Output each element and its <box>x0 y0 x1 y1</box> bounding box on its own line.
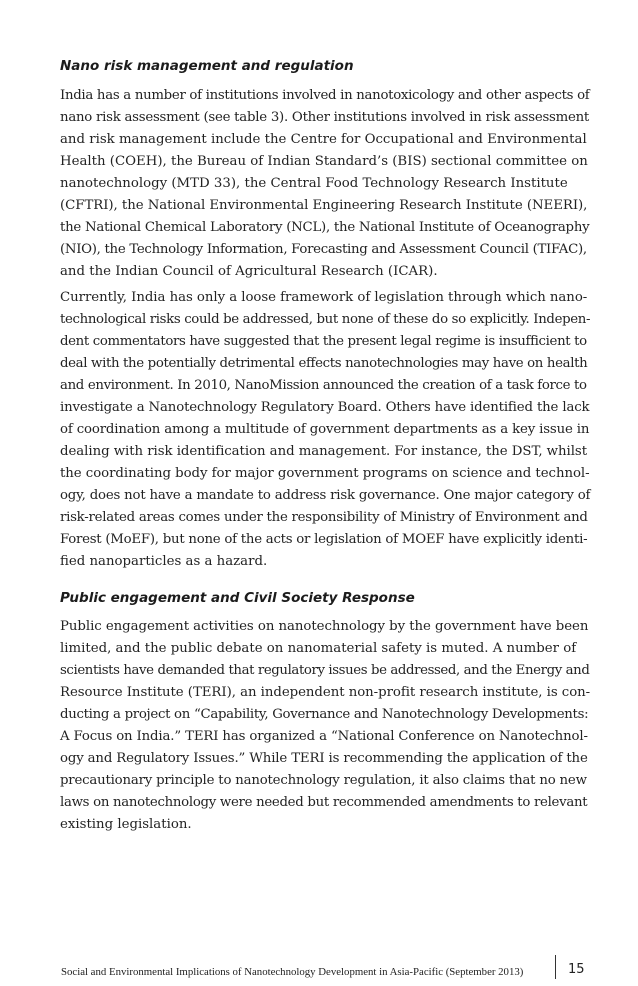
section-heading: Public engagement and Civil Society Response <box>60 590 415 606</box>
text-line: (CFTRI), the National Environmental Engineering Research Institute (NEERI), <box>60 198 588 213</box>
text-line: limited, and the public debate on nanomaterial safety is muted. A number of <box>60 641 577 656</box>
text-line: scientists have demanded that regulatory issues be addressed, and the Energy and <box>60 663 590 678</box>
text-line: Resource Institute (TERI), an independent non-profit research institute, is con- <box>60 685 591 700</box>
text-line: A Focus on India.” TERI has organized a “National Conference on Nanotechnol- <box>60 729 588 744</box>
text-line: (NIO), the Technology Information, Forecasting and Assessment Council (TIFAC), <box>60 242 587 257</box>
text-line: and risk management include the Centre for Occupational and Environmental <box>60 132 587 147</box>
text-line: India has a number of institutions involved in nanotoxicology and other aspects of <box>60 88 590 103</box>
text-line: precautionary principle to nanotechnology regulation, it also claims that no new <box>60 773 587 788</box>
text-line: ducting a project on “Capability, Governance and Nanotechnology Developments: <box>60 707 589 722</box>
text-line: dealing with risk identification and management. For instance, the DST, whilst <box>60 444 588 459</box>
page-number: 15 <box>568 962 585 977</box>
text-line: dent commentators have suggested that the present legal regime is insufficient to <box>60 334 587 349</box>
section-heading: Nano risk management and regulation <box>60 58 354 74</box>
paragraph <box>60 85 590 283</box>
text-line: the coordinating body for major government programs on science and technol- <box>60 466 590 481</box>
text-line: existing legislation. <box>60 817 192 832</box>
text-line: laws on nanotechnology were needed but recommended amendments to relevant <box>60 795 588 810</box>
paragraph <box>60 616 590 836</box>
text-line: investigate a Nanotechnology Regulatory Board. Others have identified the lack <box>60 400 590 415</box>
text-line: the National Chemical Laboratory (NCL), the National Institute of Oceanography <box>60 220 590 235</box>
text-line: ogy and Regulatory Issues.” While TERI is recommending the application of the <box>60 751 588 766</box>
text-line: Public engagement activities on nanotechnology by the government have been <box>60 619 589 634</box>
text-line: fied nanoparticles as a hazard. <box>60 554 268 569</box>
text-line: technological risks could be addressed, but none of these do so explicitly. Indepen- <box>60 312 591 327</box>
text-line: Currently, India has only a loose framework of legislation through which nano- <box>60 290 588 305</box>
footer-divider <box>555 955 556 979</box>
text-line: ogy, does not have a mandate to address risk governance. One major category of <box>60 488 591 503</box>
text-line: risk-related areas comes under the responsibility of Ministry of Environment and <box>60 510 588 525</box>
footer-citation: Social and Environmental Implications of Nanotechnology Development in Asia-Pacific (September 2013) <box>61 966 524 978</box>
text-line: deal with the potentially detrimental effects nanotechnologies may have on health <box>60 356 588 371</box>
text-line: Health (COEH), the Bureau of Indian Standard’s (BIS) sectional committee on <box>60 154 588 169</box>
text-line: nano risk assessment (see table 3). Other institutions involved in risk assessment <box>60 110 589 125</box>
text-line: Forest (MoEF), but none of the acts or legislation of MOEF have explicitly identi- <box>60 532 588 547</box>
text-line: nanotechnology (MTD 33), the Central Food Technology Research Institute <box>60 176 568 191</box>
paragraph <box>60 287 590 573</box>
text-line: of coordination among a multitude of government departments as a key issue in <box>60 422 590 437</box>
text-line: and the Indian Council of Agricultural Research (ICAR). <box>60 264 438 279</box>
text-line: and environment. In 2010, NanoMission announced the creation of a task force to <box>60 378 587 393</box>
